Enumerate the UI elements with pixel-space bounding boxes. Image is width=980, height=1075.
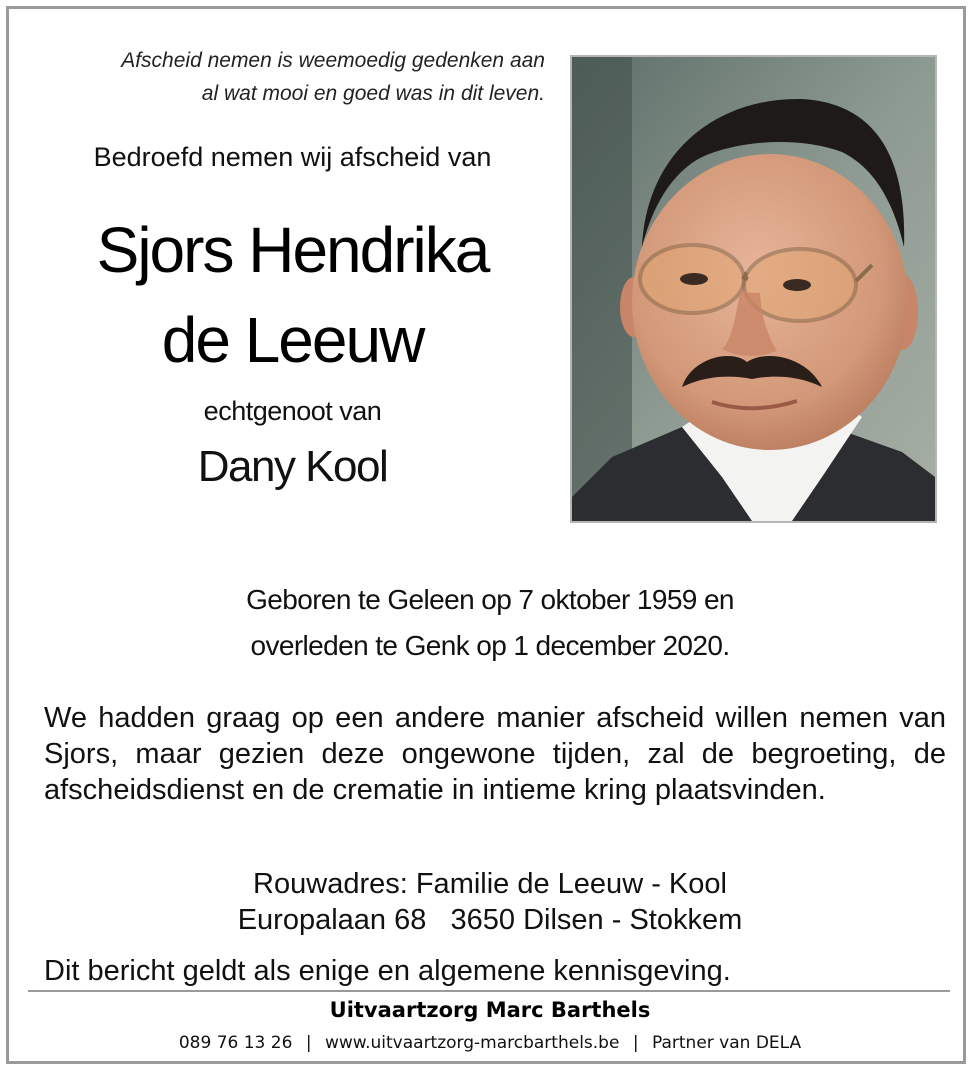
deceased-name [20, 205, 565, 385]
funeral-message: We hadden graag op een andere manier afscheid willen nemen van Sjors, maar gezien deze ongewone tijden, zal de begroeting, de afscheidsdienst en de crematie in intieme kring plaatsvinden. [44, 702, 946, 806]
spouse-name: Dany Kool [197, 442, 388, 491]
footer-divider [28, 990, 950, 992]
intro-text: Bedroefd nemen wij afscheid van [93, 142, 492, 172]
website-link[interactable]: www.uitvaartzorg-marcbarthels.be [324, 1033, 620, 1053]
birth-line: Geboren te Geleen op 7 oktober 1959 en [246, 584, 734, 615]
phone-number: 089 76 13 26 [178, 1033, 293, 1053]
death-line: overleden te Genk op 1 december 2020. [250, 630, 730, 661]
separator: | [632, 1033, 639, 1053]
relation-text: echtgenoot van [203, 396, 382, 426]
mourning-address [40, 866, 940, 938]
notice-text: Dit bericht geldt als enige en algemene kennisgeving. [44, 955, 731, 987]
partner-text: Partner van DELA [651, 1033, 802, 1053]
quote-line-1: Afscheid nemen is weemoedig gedenken aan [121, 49, 545, 72]
separator: | [305, 1033, 312, 1053]
quote-line-2: al wat mooi en goed was in dit leven. [201, 82, 545, 105]
deceased-name-line-1: Sjors Hendrika [96, 214, 489, 286]
undertaker-name: Uitvaartzorg Marc Barthels [329, 998, 651, 1022]
address-line-1: Rouwadres: Familie de Leeuw - Kool [253, 868, 727, 900]
deceased-name-line-2: de Leeuw [161, 304, 424, 376]
address-line-2: Europalaan 68 3650 Dilsen - Stokkem [237, 904, 743, 936]
birth-death-dates [40, 577, 940, 669]
memorial-quote [40, 44, 545, 110]
portrait-icon [572, 57, 935, 521]
portrait-photo [570, 55, 937, 523]
undertaker-contact [40, 1033, 940, 1053]
